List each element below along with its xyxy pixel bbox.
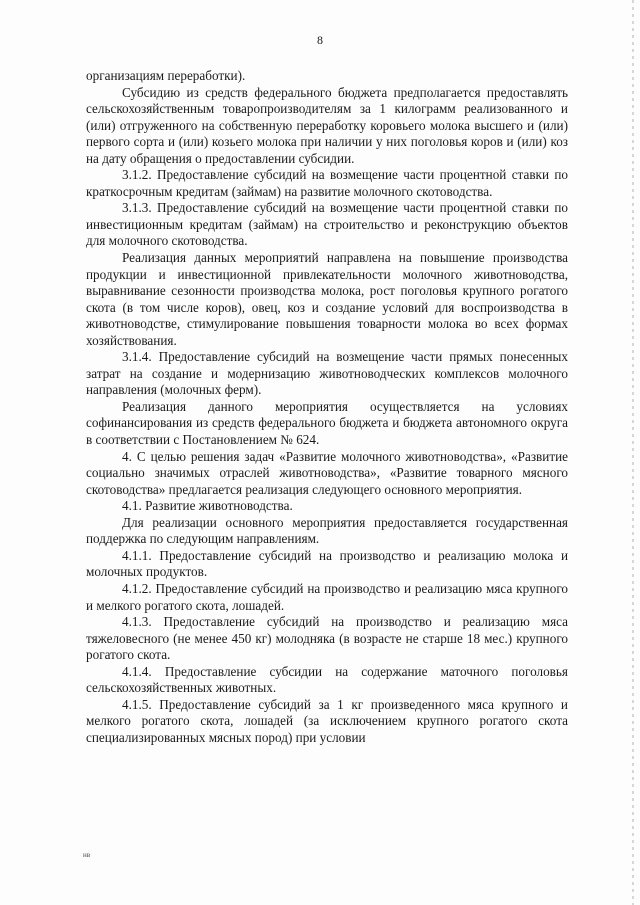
paragraph: Реализация данного мероприятия осуществляется на условиях софинансирования из средств федерального бюджета и бюджета автономного округа в соответствии с Постановлением № 624.: [86, 398, 568, 448]
paragraph: Субсидию из средств федерального бюджета предполагается предоставлять сельскохозяйственным товаропроизводителям за 1 килограмм реализованного и (или) отгруженного на собственную переработку коровьего молока высшего и (или) первого сорта и (или) козьего молока при наличии у них поголовья коров и (или) коз на дату обращения о предоставлении субсидии.: [86, 84, 568, 166]
paragraph: организациям переработки).: [86, 68, 246, 83]
paragraph: 4. С целью решения задач «Развитие молочного животноводства», «Развитие социально значимых отраслей животноводства», «Развитие товарного мясного скотоводства» предлагается реализация следующего основного мероприятия.: [86, 448, 568, 497]
paragraph: Для реализации основного мероприятия предоставляется государственная поддержка по следующим направлениям.: [86, 514, 568, 547]
paragraph: 4.1. Развитие животноводства.: [122, 498, 293, 514]
paragraph: 4.1.2. Предоставление субсидий на производство и реализацию мяса крупного и мелкого рогатого скота, лошадей.: [86, 580, 568, 613]
document-body: [86, 68, 568, 746]
scan-edge-artifact: [632, 0, 634, 905]
paragraph: 4.1.3. Предоставление субсидий на производство и реализацию мяса тяжеловесного (не менее 450 кг) молодняка (в возрасте не старше 18 мес.) крупного рогатого скота.: [86, 614, 568, 663]
paragraph: 4.1.4. Предоставление субсидии на содержание маточного поголовья сельскохозяйственных животных.: [86, 663, 568, 696]
paragraph: Реализация данных мероприятий направлена на повышение производства продукции и инвестиционной привлекательности молочного животноводства, выравнивание сезонности производства молока, рост поголовья крупного рогатого скота (в том числе коров), овец, коз и создание условий для воспроизводства в животноводстве, стимулирование повышения товарности молока во всех формах хозяйствования.: [86, 250, 568, 348]
paragraph: 3.1.3. Предоставление субсидий на возмещение части процентной ставки по инвестиционным кредитам (займам) на строительство и реконструкцию объектов для молочного скотоводства.: [86, 200, 568, 249]
page-number: 8: [317, 33, 323, 47]
footer-mark: нв: [83, 851, 91, 859]
paragraph: 3.1.2. Предоставление субсидий на возмещение части процентной ставки по краткосрочным кредитам (займам) на развитие молочного скотоводства.: [86, 167, 568, 199]
paragraph: 3.1.4. Предоставление субсидий на возмещение части прямых понесенных затрат на создание и модернизацию животноводческих комплексов молочного направления (молочных ферм).: [86, 349, 568, 398]
paragraph: 4.1.1. Предоставление субсидий на производство и реализацию молока и молочных продуктов.: [86, 547, 568, 580]
paragraph: 4.1.5. Предоставление субсидий за 1 кг произведенного мяса крупного и мелкого рогатого скота, лошадей (за исключением крупного рогатого скота специализированных мясных пород) при условии: [86, 696, 568, 745]
